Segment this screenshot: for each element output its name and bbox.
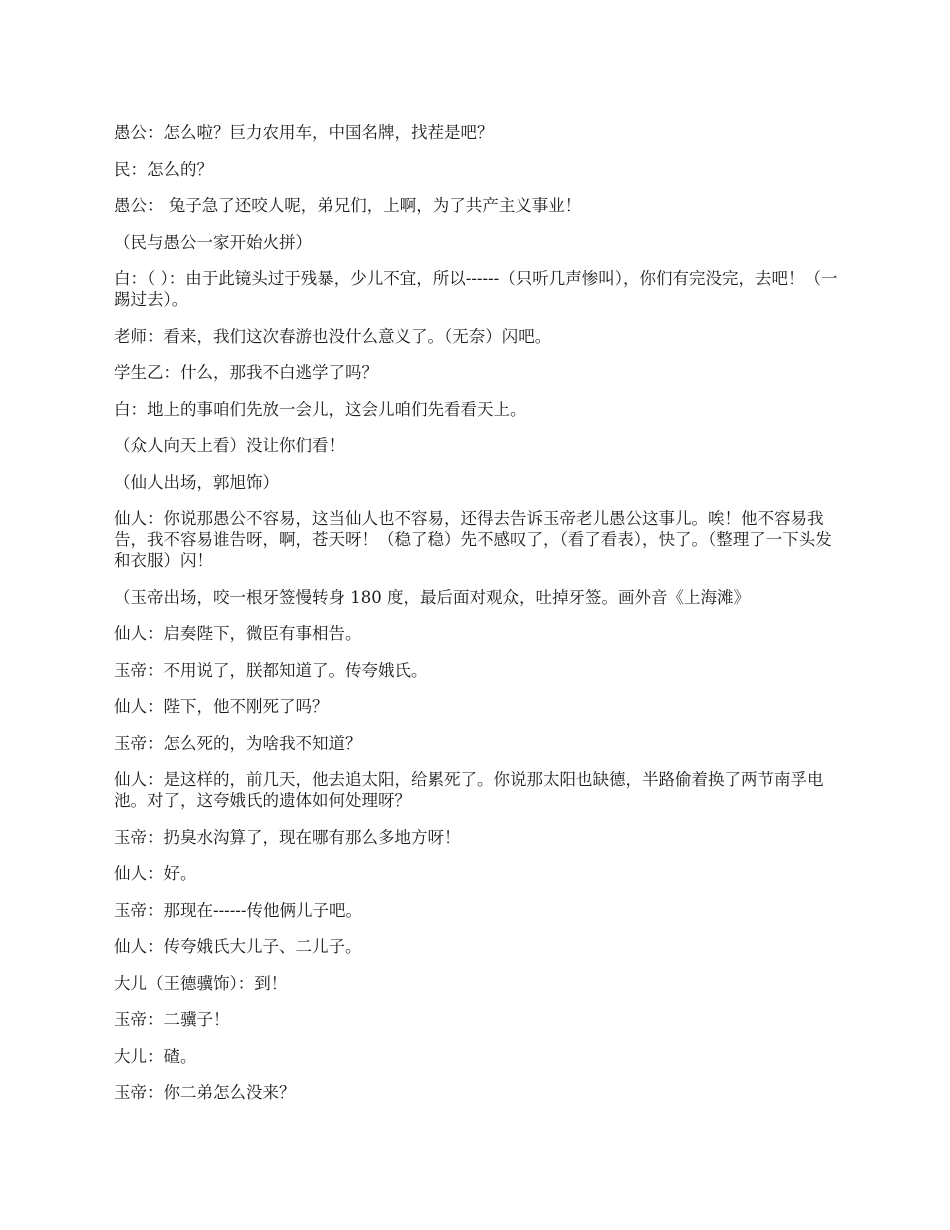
script-line: 玉帝：你二弟怎么没来？ [114, 1083, 296, 1102]
script-line: 民：怎么的？ [114, 159, 213, 179]
script-line: 学生乙：什么，那我不白逃学了吗？ [114, 363, 378, 382]
document-page [114, 122, 840, 1119]
script-line: 仙人：启奏陛下，微臣有事相告。 [114, 624, 362, 643]
script-line: 仙人：是这样的，前几天，他去追太阳，给累死了。你说那太阳也缺德，半路偷着换了两节南孚电池。对了，这夸娥氏的遗体如何处理呀？ [114, 770, 824, 810]
stage-direction: （民与愚公一家开始火拼） [114, 232, 312, 252]
script-line: 白：（ ）：由于此镜头过于残暴，少儿不宜，所以------（只听几声惨叫），你们有完没完，去吧！（一踢过去）。 [114, 269, 838, 309]
script-line: 愚公：怎么啦？巨力农用车，中国名牌，找茬是吧？ [114, 123, 494, 142]
script-line: 大儿（王德骥饰）：到！ [114, 973, 288, 993]
stage-direction: （玉帝出场，咬一根牙签慢转身 180 度，最后面对观众，吐掉牙签。画外音《上海滩》 [114, 587, 750, 607]
script-line: 仙人：你说那愚公不容易，这当仙人也不容易，还得去告诉玉帝老儿愚公这事儿。唉！他不容易我告，我不容易谁告呀，啊，苍天呀！（稳了稳）先不感叹了，（看了看表），快了。（整理了一下头发和衣服）闪！ [114, 509, 832, 570]
script-line: 仙人：陛下，他不刚死了吗？ [114, 697, 329, 716]
script-line: 玉帝：怎么死的，为啥我不知道？ [114, 733, 362, 753]
script-line: 玉帝：那现在------传他俩儿子吧。 [114, 900, 362, 920]
script-line: 玉帝：不用说了，朕都知道了。传夸娥氏。 [114, 660, 428, 680]
script-line: 大儿：碴。 [114, 1046, 197, 1066]
stage-direction: （仙人出场，郭旭饰） [114, 472, 279, 492]
script-line: 仙人：传夸娥氏大儿子、二儿子。 [114, 937, 362, 956]
stage-direction: （众人向天上看）没让你们看！ [114, 436, 345, 455]
script-line: 玉帝：二骥子！ [114, 1010, 230, 1029]
script-line: 愚公： 兔子急了还咬人呢，弟兄们，上啊，为了共产主义事业！ [114, 196, 582, 215]
script-line: 白：地上的事咱们先放一会儿，这会儿咱们先看看天上。 [114, 399, 527, 419]
script-line: 老师：看来，我们这次春游也没什么意义了。（无奈）闪吧。 [114, 326, 552, 346]
script-line: 玉帝：扔臭水沟算了，现在哪有那么多地方呀！ [114, 827, 461, 847]
script-line: 仙人：好。 [114, 864, 197, 883]
